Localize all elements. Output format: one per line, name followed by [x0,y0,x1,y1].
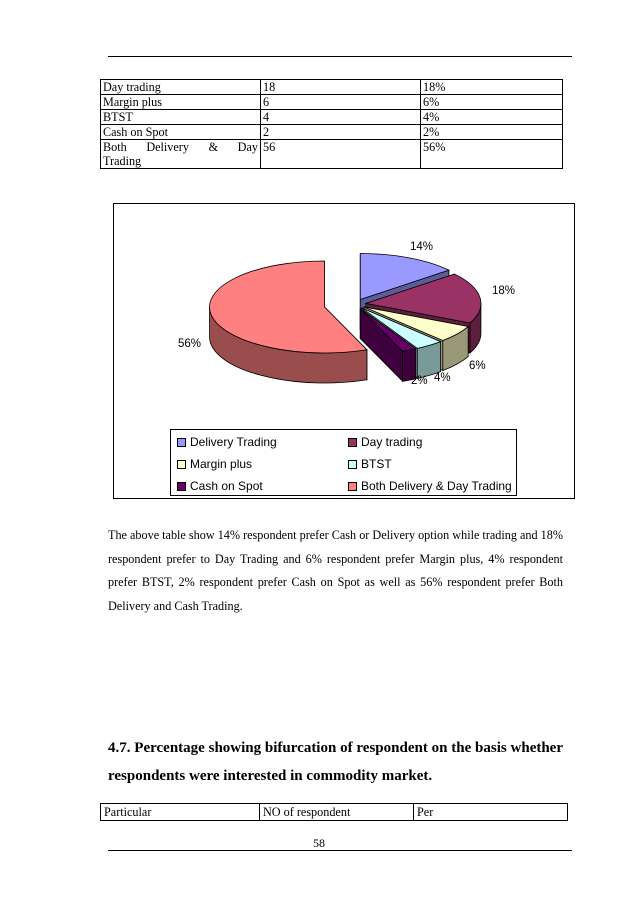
table-cell: 4% [421,110,563,125]
table-cell: 18 [261,80,421,95]
footer-rule [108,850,572,851]
pie-data-label: 4% [434,372,451,384]
table-cell: BTST [101,110,261,125]
legend-label: Delivery Trading [190,435,277,449]
chart-legend [170,429,517,496]
table-cell: 6% [421,95,563,110]
pie-data-label: 6% [469,360,486,372]
header-rule [108,56,572,57]
legend-label: Day trading [361,435,423,449]
table-row [101,110,563,125]
table-cell [101,140,261,169]
table-cell-word: Day [237,140,258,154]
table-cell-word: Delivery [146,140,189,154]
legend-item [348,457,392,471]
body-paragraph: The above table show 14% respondent prefer Cash or Delivery option while trading and 18% respondent prefer to Day Trading and 6% respondent prefer Margin plus, 4% respondent prefer BTST, 2% respondent prefer Cash on Spot as well as 56% respondent prefer Both Delivery and Cash Trading. [108,528,563,613]
table-row [101,80,563,95]
pie-data-label: 56% [178,338,202,350]
table-cell: Cash on Spot [101,125,261,140]
legend-label: BTST [361,457,392,471]
legend-swatch [177,482,186,491]
table-cell: 18% [421,80,563,95]
pie-data-label: 14% [410,241,434,253]
table-cell: 56 [261,140,421,169]
table-row [101,95,563,110]
table-row [101,140,563,169]
legend-label: Margin plus [190,457,253,471]
table-cell: Margin plus [101,95,261,110]
legend-label: Both Delivery & Day Trading [361,479,512,493]
table-row [101,125,563,140]
table-header-cell: NO of respondent [260,804,414,821]
section-heading: 4.7. Percentage showing bifurcation of respondent on the basis whether respondents were interested in commodity market. [108,740,563,784]
table-header-row [101,804,568,821]
legend-item [177,435,277,449]
legend-item [177,457,252,471]
table-cell-word: Both [103,140,127,154]
table-cell: 4 [261,110,421,125]
table-cell: 6 [261,95,421,110]
respondent-table [100,79,563,169]
page-number: 58 [313,836,325,850]
table-header-cell: Per [414,804,568,821]
legend-swatch [177,460,186,469]
legend-item [348,435,422,449]
legend-label: Cash on Spot [190,479,263,493]
pie-data-label: 2% [411,375,428,387]
table-cell: 2 [261,125,421,140]
table-cell: 2% [421,125,563,140]
table-header-cell: Particular [101,804,260,821]
pie-data-label: 18% [492,285,516,297]
table-cell: Day trading [101,80,261,95]
pie-chart [113,203,575,499]
legend-item [348,479,512,493]
table-cell-word: & [208,140,219,154]
legend-swatch [348,438,357,447]
commodity-table [100,803,568,821]
table-cell-word: Trading [103,154,142,168]
legend-swatch [348,460,357,469]
legend-swatch [177,438,186,447]
legend-swatch [348,482,357,491]
table-cell: 56% [421,140,563,169]
pie-slice-both-delivery-day-trading [210,261,367,383]
legend-item [177,479,263,493]
